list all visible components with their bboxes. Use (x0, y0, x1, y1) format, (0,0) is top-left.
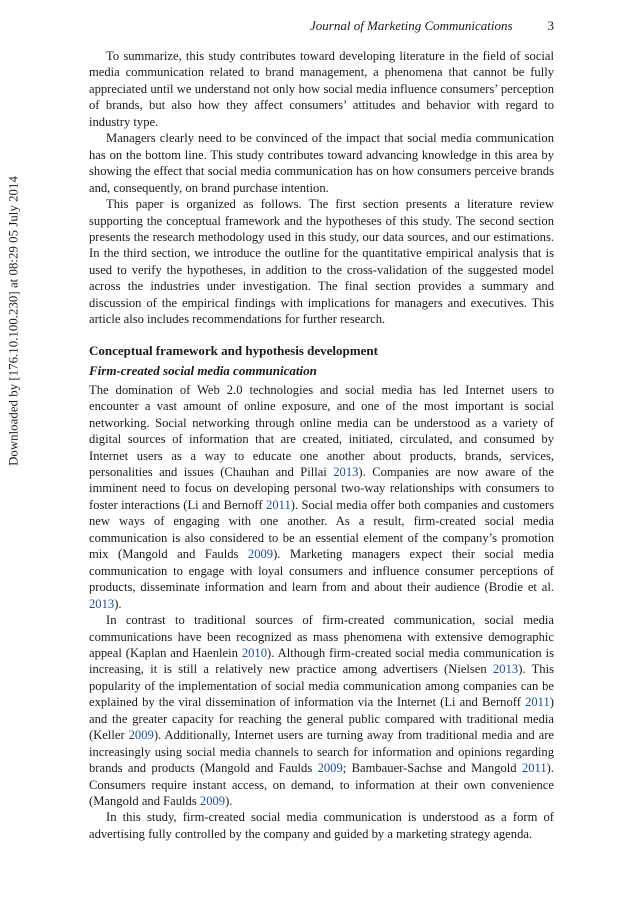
citation-link[interactable]: 2013 (493, 662, 519, 677)
citation-link[interactable]: 2013 (333, 464, 359, 479)
citation-link[interactable]: 2009 (128, 728, 154, 743)
text-run: ; Bambauer-Sachse and Mangold (342, 761, 522, 776)
citation-link[interactable]: 2011 (521, 761, 547, 776)
citation-link[interactable]: 2011 (266, 497, 291, 512)
page-number: 3 (547, 18, 554, 33)
subsection-heading: Firm-created social media communication (89, 362, 317, 378)
download-note: Downloaded by [176.10.100.230] at 08:29 05 July 2014 (6, 176, 21, 466)
citation-link[interactable]: 2009 (199, 794, 226, 809)
text-run: ). Marketing managers expect their social media communication to engage with loyal consumers and influence consumer perceptions of products, disseminate information and learn from and about their audience (Brodie et al. (89, 547, 554, 595)
text-run: ). Consumers require instant access, on demand, to information at their own convenience (Mangold and Faulds (89, 761, 554, 809)
body-paragraph-1 (89, 382, 554, 612)
citation-link[interactable]: 2010 (241, 645, 268, 660)
text-run: ). (225, 794, 233, 809)
intro-paragraph-2: Managers clearly need to be convinced of the impact that social media communication has on the bottom line. This study contributes toward advancing knowledge in this area by showing the effect that social media communication has on how consumers perceive brands and, consequently, on brand purchase intention. (89, 131, 554, 195)
article-body (89, 48, 554, 842)
citation-link[interactable]: 2013 (89, 596, 115, 611)
text-run: ) and the greater capacity for reaching the general public compared with traditional media (Keller (89, 695, 554, 743)
journal-title: Journal of Marketing Communications (310, 18, 513, 33)
running-header (310, 18, 554, 38)
text-run: ). Social media offer both companies and customers new ways of engaging with one another. As a result, firm-created social media communication is also considered to be an essential element of the company’s promotion mix (Mangold and Faulds (89, 497, 554, 562)
text-run: ). Additionally, Internet users are turning away from traditional media and are increasingly using social media channels to search for information and opinions regarding brands and products (Mangold and Faulds (89, 728, 554, 776)
body-paragraph-3: In this study, firm-created social media communication is understood as a form of advertising fully controlled by the company and guided by a marketing strategy agenda. (89, 810, 554, 841)
citation-link[interactable]: 2011 (525, 695, 550, 710)
intro-paragraph-1: To summarize, this study contributes toward developing literature in the field of social media communication related to brand management, a phenomena that cannot be fully appreciated until we understand not only how social media influence consumers’ perception of brands, but also how they affect consumers’ attitudes and behavior with regard to industry type. (89, 49, 554, 129)
text-run: The domination of Web 2.0 technologies and social media has led Internet users to encounter a vast amount of online exposure, and one of the most important is social networking. Social networking through online media can be understood as a variety of digital sources of information that are created, initiated, circulated, and consumed by Internet users as a way to educate one another about products, brands, services, personalities and issues (Chauhan and Pillai (89, 382, 554, 479)
download-watermark (4, 36, 24, 606)
text-run: ). (114, 596, 122, 611)
text-run: ). Companies are now aware of the imminent need to focus on developing personal two-way relationships with consumers to foster interactions (Li and Bernoff (89, 464, 554, 512)
section-heading: Conceptual framework and hypothesis development (89, 342, 378, 358)
text-run: In contrast to traditional sources of firm-created communication, social media communications have been recognized as mass phenomena with extensive demographic appeal (Kaplan and Haenlein (89, 613, 554, 660)
text-run: ). Although firm-created social media communication is increasing, it is still a relatively new practice among advertisers (Nielsen (89, 645, 554, 677)
citation-link[interactable]: 2009 (247, 547, 274, 562)
citation-link[interactable]: 2009 (317, 761, 343, 776)
intro-paragraph-3: This paper is organized as follows. The first section presents a literature review supporting the conceptual framework and the hypotheses of this study. The second section presents the research methodology used in this study, our data sources, and our estimations. In the third section, we introduce the outline for the quantitative empirical analysis that is used to verify the hypotheses, in addition to the cross-validation of the suggested model across the industries under investigation. The final section provides a summary and discussion of the empirical findings with implications for managers and executives. This article also includes recommendations for further research. (89, 197, 554, 327)
text-run: ). This popularity of the implementation of social media communication among companies can be explained by the viral dissemination of information via the Internet (Li and Bernoff (89, 662, 554, 710)
body-paragraph-2 (89, 612, 554, 809)
